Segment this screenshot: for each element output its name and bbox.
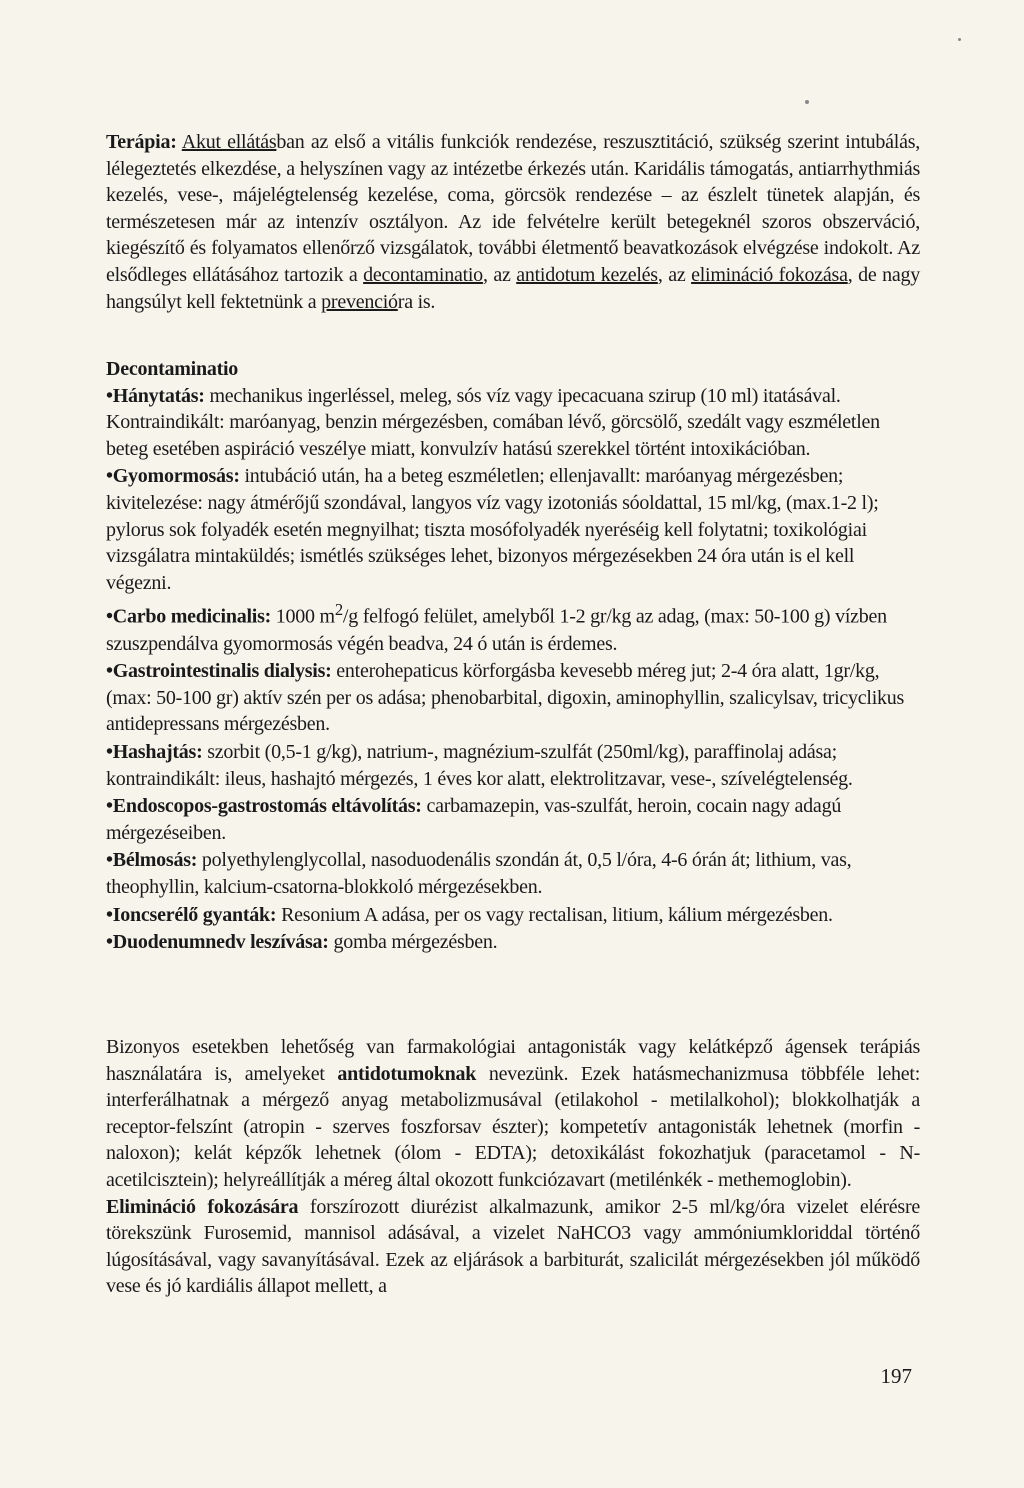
item-label: •Duodenumnedv leszívása: <box>106 931 329 954</box>
therapy-paragraph <box>106 129 920 315</box>
text-span: , az <box>657 263 692 286</box>
item-text: carbamazepin, vas-szulfát, heroin, cocain nagy adagú mérgezéseiben. <box>106 795 842 844</box>
antidote-section <box>106 1034 920 1300</box>
list-item-laxative <box>106 739 920 792</box>
item-text: 1000 m <box>271 606 335 628</box>
item-label: •Ioncserélő gyanták: <box>106 903 277 926</box>
underlined-term-prevention: prevenció <box>321 290 398 313</box>
text-span: Bizonyos esetekben lehetőség van farmakológiai antagonisták vagy kelátképző ágensek terápiás használatára is, amelyeket <box>106 1036 920 1085</box>
item-label: •Gastrointestinalis dialysis: <box>106 660 332 683</box>
item-label: •Endoscopos-gastrostomás eltávolítás: <box>106 795 422 818</box>
elimination-heading: Elimináció fokozására <box>106 1195 299 1218</box>
underlined-term-acute-care: Akut ellátás <box>181 131 277 153</box>
item-text: /g felfogó felület, amelyből 1-2 gr/kg az adag, (max: 50-100 g) vízben szuszpendálva gyomormosás végén beadva, 24 ó után is érdemes. <box>106 606 887 655</box>
elimination-paragraph <box>106 1194 920 1300</box>
decontamination-section <box>106 356 920 957</box>
item-label: •Carbo medicinalis: <box>106 606 272 628</box>
list-item-endoscopic-removal <box>106 793 920 846</box>
underlined-term-elimination: elimináció fokozása <box>691 263 848 286</box>
text-span: ra is. <box>397 290 436 313</box>
list-item-emesis <box>106 383 920 463</box>
list-item-gi-dialysis <box>106 658 920 738</box>
item-label: •Hánytatás: <box>106 384 205 407</box>
item-text: enterohepaticus körforgásba kevesebb méreg jut; 2-4 óra alatt, 1gr/kg, (max: 50-100 gr) aktív szén per os adása; phenobarbital, digoxin, aminophyllin, szalicylsav, tricyclikus antidepressans mérgezésben. <box>106 660 905 736</box>
list-item-bowel-irrigation <box>106 847 920 900</box>
underlined-term-decontamination: decontaminatio <box>363 263 483 286</box>
item-text: Resonium A adása, per os vagy rectalisan, litium, kálium mérgezésben. <box>276 903 833 926</box>
antidote-paragraph <box>106 1034 920 1194</box>
text-span: ban az első a vitális funkciók rendezése, reszusztitáció, szükség szerint intubálás, lélegeztetés elkezdése, a helyszínen vagy az intézetbe érkezés után. Karidális támogatás, antiarrhythmiás kezelés, vese-, májelégtelenség kezelése, coma, görcsök rendezése – az észlelt tünetek alapján, és természetesen már az intenzív osztályon. Az ide felvételre került betegeknél szoros obszerváció, kiegészítő és folyamatos ellenőrző vizsgálatok, további életmentő beavatkozások elvégzése indokolt. Az elsődleges ellátásához tartozik a <box>106 131 920 286</box>
text-span: , az <box>482 263 517 286</box>
item-text: szorbit (0,5-1 g/kg), natrium-, magnézium-szulfát (250ml/kg), paraffinolaj adása; kontraindikált: ileus, hashajtó mérgezés, 1 éves kor alatt, elektrolitzavar, vese-, szívelégtelenség. <box>106 740 853 790</box>
decontamination-heading: Decontaminatio <box>106 358 239 380</box>
list-item-activated-charcoal <box>106 597 920 657</box>
text-span: nevezünk. Ezek hatásmechanizmusa többféle lehet: interferálhatnak a mérgező anyag metabolizmusával (etilakohol - metilalkohol); blokkolhatják a receptor-felszínt (atropin - szerves foszforsav észter); kompetetív antagonisták lehetnek (morfin - naloxon); kelát képzők lehetnek (ólom - EDTA); detoxikálást fokozhatjuk (paracetamol - N-acetilcisztein); helyreállítják a méreg által okozott funkciózavart (metilénkék - methemoglobin). <box>106 1062 920 1191</box>
item-text: intubáció után, ha a beteg eszméletlen; ellenjavallt: maróanyag mérgezésben; kivitelezése: nagy átmérőjű szondával, langyos víz vagy izotoniás sóoldattal, 15 ml/kg, (max.1-2 l); pylorus sok folyadék esetén megnyilhat; tiszta mosófolyadék nyeréséig kell folytatni; toxikológiai vizsgálatra mintaküldés; ismétlés szükséges lehet, bizonyos mérgezésekben 24 óra után is el kell végezni. <box>106 465 879 594</box>
antidote-term: antidotumoknak <box>337 1062 477 1085</box>
item-text: gomba mérgezésben. <box>328 931 498 954</box>
speck <box>958 38 961 41</box>
item-text: mechanikus ingerléssel, meleg, sós víz vagy ipecacuana szirup (10 ml) itatásával. Kontraindikált: maróanyag, benzin mérgezésben, comában lévő, görcsölő, szedált vagy eszméletlen beteg esetében aspiráció veszélye miatt, konvulzív hatású szerekkel történt intoxikációban. <box>106 384 880 460</box>
list-item-duodenal-aspiration <box>106 929 920 956</box>
text-span: forszírozott diurézist alkalmazunk, amikor 2-5 ml/kg/óra vizelet elérésre törekszünk Furosemid, mannisol adásával, a vizelet NaHCO3 vagy ammóniumkloriddal történő lúgosításával, vagy savanyításával. Ezek az eljárások a barbiturát, szalicilát mérgezésekben jól működő vese és jó kardiális állapot mellett, a <box>106 1195 920 1298</box>
list-item-gastric-lavage <box>106 463 920 596</box>
superscript: 2 <box>334 600 343 620</box>
item-text: polyethylenglycollal, nasoduodenális szondán át, 0,5 l/óra, 4-6 órán át; lithium, vas, theophyllin, kalcium-csatorna-blokkoló mérgezésekben. <box>106 849 852 898</box>
page-number: 197 <box>880 1364 912 1388</box>
item-label: •Gyomormosás: <box>106 465 240 488</box>
underlined-term-antidote: antidotum kezelés <box>516 263 658 286</box>
therapy-heading: Terápia: <box>106 131 177 153</box>
list-item-ion-exchange <box>106 902 920 929</box>
item-label: •Hashajtás: <box>106 740 203 763</box>
speck <box>805 100 809 104</box>
text-span: , de nagy hangsúlyt kell fektetnünk a <box>106 263 920 313</box>
item-label: •Bélmosás: <box>106 849 198 872</box>
